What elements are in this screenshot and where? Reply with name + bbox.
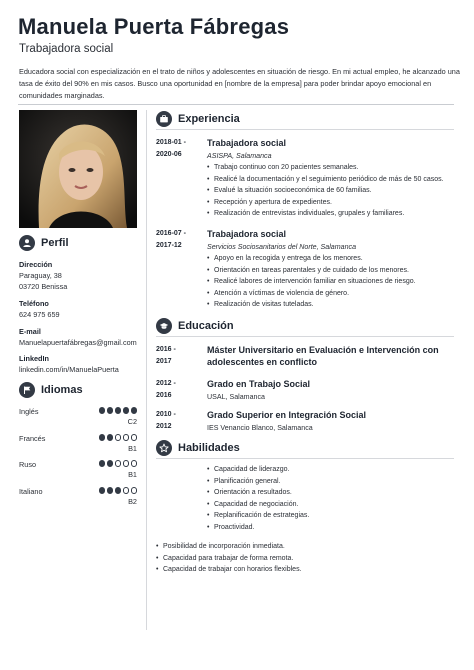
- summary: [19, 66, 460, 103]
- entry-date: [156, 344, 176, 368]
- date-from: 2012 -: [156, 380, 176, 387]
- section-title: Educación: [178, 320, 234, 332]
- entry-date: [156, 378, 176, 402]
- list-item: • Posibilidad de incorporación inmediata.: [156, 541, 302, 553]
- level-dot-filled: [99, 407, 106, 414]
- email-value[interactable]: Manuelapuertafábregas@gmail.com: [19, 338, 137, 347]
- level-dot-empty: [115, 434, 122, 441]
- section-title: Experiencia: [178, 113, 240, 125]
- language-row: [19, 487, 137, 511]
- title-line: adolescentes en conflicto: [207, 357, 318, 367]
- address-line: 03720 Benissa: [19, 282, 68, 291]
- entry-date: [156, 137, 186, 161]
- list-item: • Trabajo continuo con 20 pacientes semanales.: [207, 162, 444, 174]
- level-dot-filled: [123, 407, 130, 414]
- section-title: Idiomas: [41, 384, 83, 396]
- entry-title: [207, 344, 439, 368]
- language-row: [19, 460, 137, 484]
- linkedin-value[interactable]: linkedin.com/in/ManuelaPuerta: [19, 365, 119, 374]
- job-title: Trabajadora social: [19, 43, 114, 55]
- entry-title: Trabajadora social: [207, 229, 287, 239]
- profile-photo: [19, 110, 137, 228]
- language-level-dots: [99, 407, 138, 414]
- level-dot-filled: [107, 407, 114, 414]
- language-row: [19, 434, 137, 458]
- language-level-dots: [99, 460, 138, 467]
- profile-section-header: [19, 235, 69, 251]
- list-item: • Capacidad de trabajar con horarios flexibles.: [156, 564, 302, 576]
- list-item: • Replanificación de estrategias.: [207, 510, 309, 522]
- level-dot-filled: [99, 434, 106, 441]
- title-line: Máster Universitario en Evaluación e Intervención con: [207, 345, 439, 355]
- level-dot-filled: [107, 434, 114, 441]
- level-dot-empty: [131, 434, 138, 441]
- entry-organization: IES Venancio Blanco, Salamanca: [207, 424, 313, 432]
- list-item: • Proactividad.: [207, 522, 309, 534]
- column-divider: [146, 110, 147, 630]
- phone-value: 624 975 659: [19, 310, 60, 319]
- date-to: 2017: [156, 358, 172, 365]
- entry-bullets: [207, 162, 444, 220]
- briefcase-icon: [156, 111, 172, 127]
- address-line: Paraguay, 38: [19, 271, 62, 280]
- language-row: [19, 407, 137, 431]
- list-item: • Apoyo en la recogida y entrega de los menores.: [207, 253, 416, 265]
- entry-date: [156, 228, 186, 252]
- header-divider: [18, 104, 454, 105]
- list-item: • Realización de visitas tuteladas.: [207, 299, 416, 311]
- level-dot-filled: [115, 487, 122, 494]
- list-item: • Realicé labores de intervención familiar en situaciones de riesgo.: [207, 276, 416, 288]
- level-dot-filled: [99, 460, 106, 467]
- language-level-dots: [99, 434, 138, 441]
- date-from: 2010 -: [156, 411, 176, 418]
- section-divider: [156, 458, 454, 459]
- date-to: 2012: [156, 423, 172, 430]
- language-name: Italiano: [19, 487, 43, 496]
- date-to: 2020-06: [156, 151, 182, 158]
- section-divider: [156, 129, 454, 130]
- level-dot-empty: [123, 460, 130, 467]
- summary-line: tasa de éxito del 90% en mis casos. Busco una oportunidad en [nombre de la empresa] para poder brindar apoyo emocional en: [19, 79, 432, 89]
- list-item: • Recepción y apertura de expedientes.: [207, 197, 444, 209]
- level-dot-empty: [123, 434, 130, 441]
- language-level-dots: [99, 487, 138, 494]
- language-name: Ruso: [19, 460, 37, 469]
- summary-line: comunidades marginadas.: [19, 91, 105, 101]
- flag-icon: [19, 382, 35, 398]
- candidate-name: Manuela Puerta Fábregas: [18, 14, 290, 39]
- list-item: • Orientación en tareas parentales y de cuidado de los menores.: [207, 265, 416, 277]
- education-section-header: [156, 318, 234, 334]
- date-from: 2018-01 -: [156, 139, 186, 146]
- graduation-cap-icon: [156, 318, 172, 334]
- skills-list: [207, 464, 309, 534]
- date-from: 2016 -: [156, 346, 176, 353]
- language-name: Inglés: [19, 407, 39, 416]
- section-divider: [156, 336, 454, 337]
- list-item: • Orientación a resultados.: [207, 487, 309, 499]
- language-name: Francés: [19, 434, 46, 443]
- entry-organization: USAL, Salamanca: [207, 393, 265, 401]
- list-item: • Evalué la situación socioeconómica de 60 familias.: [207, 185, 444, 197]
- skills-section-header: [156, 440, 240, 456]
- level-dot-empty: [131, 460, 138, 467]
- date-to: 2017-12: [156, 242, 182, 249]
- user-icon: [19, 235, 35, 251]
- portrait-illustration: [19, 110, 137, 228]
- date-from: 2016-07 -: [156, 230, 186, 237]
- entry-organization: Servicios Sociosanitarios del Norte, Salamanca: [207, 243, 357, 251]
- language-level: B1: [128, 444, 137, 453]
- language-level: B2: [128, 497, 137, 506]
- entry-organization: ASISPA, Salamanca: [207, 152, 272, 160]
- date-to: 2016: [156, 392, 172, 399]
- list-item: • Realicé la documentación y el seguimiento periódico de más de 50 casos.: [207, 174, 444, 186]
- list-item: • Capacidad para trabajar de forma remota.: [156, 553, 302, 565]
- entry-title: Grado Superior en Integración Social: [207, 410, 367, 420]
- level-dot-filled: [99, 487, 106, 494]
- level-dot-empty: [123, 487, 130, 494]
- entry-title: Trabajadora social: [207, 138, 287, 148]
- list-item: • Realización de entrevistas individuales, grupales y familiares.: [207, 208, 444, 220]
- address-label: Dirección: [19, 260, 53, 269]
- section-title: Habilidades: [178, 442, 240, 454]
- entry-date: [156, 409, 176, 433]
- level-dot-empty: [115, 460, 122, 467]
- languages-section-header: [19, 382, 83, 398]
- phone-label: Teléfono: [19, 299, 49, 308]
- list-item: • Atención a víctimas de violencia de género.: [207, 288, 416, 300]
- email-label: E-mail: [19, 327, 41, 336]
- entry-title: Grado en Trabajo Social: [207, 379, 311, 389]
- list-item: • Capacidad de liderazgo.: [207, 464, 309, 476]
- language-level: C2: [127, 417, 137, 426]
- list-item: • Capacidad de negociación.: [207, 499, 309, 511]
- linkedin-label: LinkedIn: [19, 354, 49, 363]
- level-dot-filled: [107, 460, 114, 467]
- level-dot-filled: [115, 407, 122, 414]
- level-dot-filled: [131, 407, 138, 414]
- experience-section-header: [156, 111, 240, 127]
- section-title: Perfil: [41, 237, 69, 249]
- level-dot-filled: [107, 487, 114, 494]
- level-dot-empty: [131, 487, 138, 494]
- language-level: B1: [128, 470, 137, 479]
- summary-line: Educadora social con especialización en el trato de niños y adolescentes en situación de riesgo. En mi actual empleo, he alcanzado una: [19, 67, 460, 76]
- star-icon: [156, 440, 172, 456]
- additional-list: [156, 541, 302, 576]
- entry-bullets: [207, 253, 416, 311]
- list-item: • Planificación general.: [207, 476, 309, 488]
